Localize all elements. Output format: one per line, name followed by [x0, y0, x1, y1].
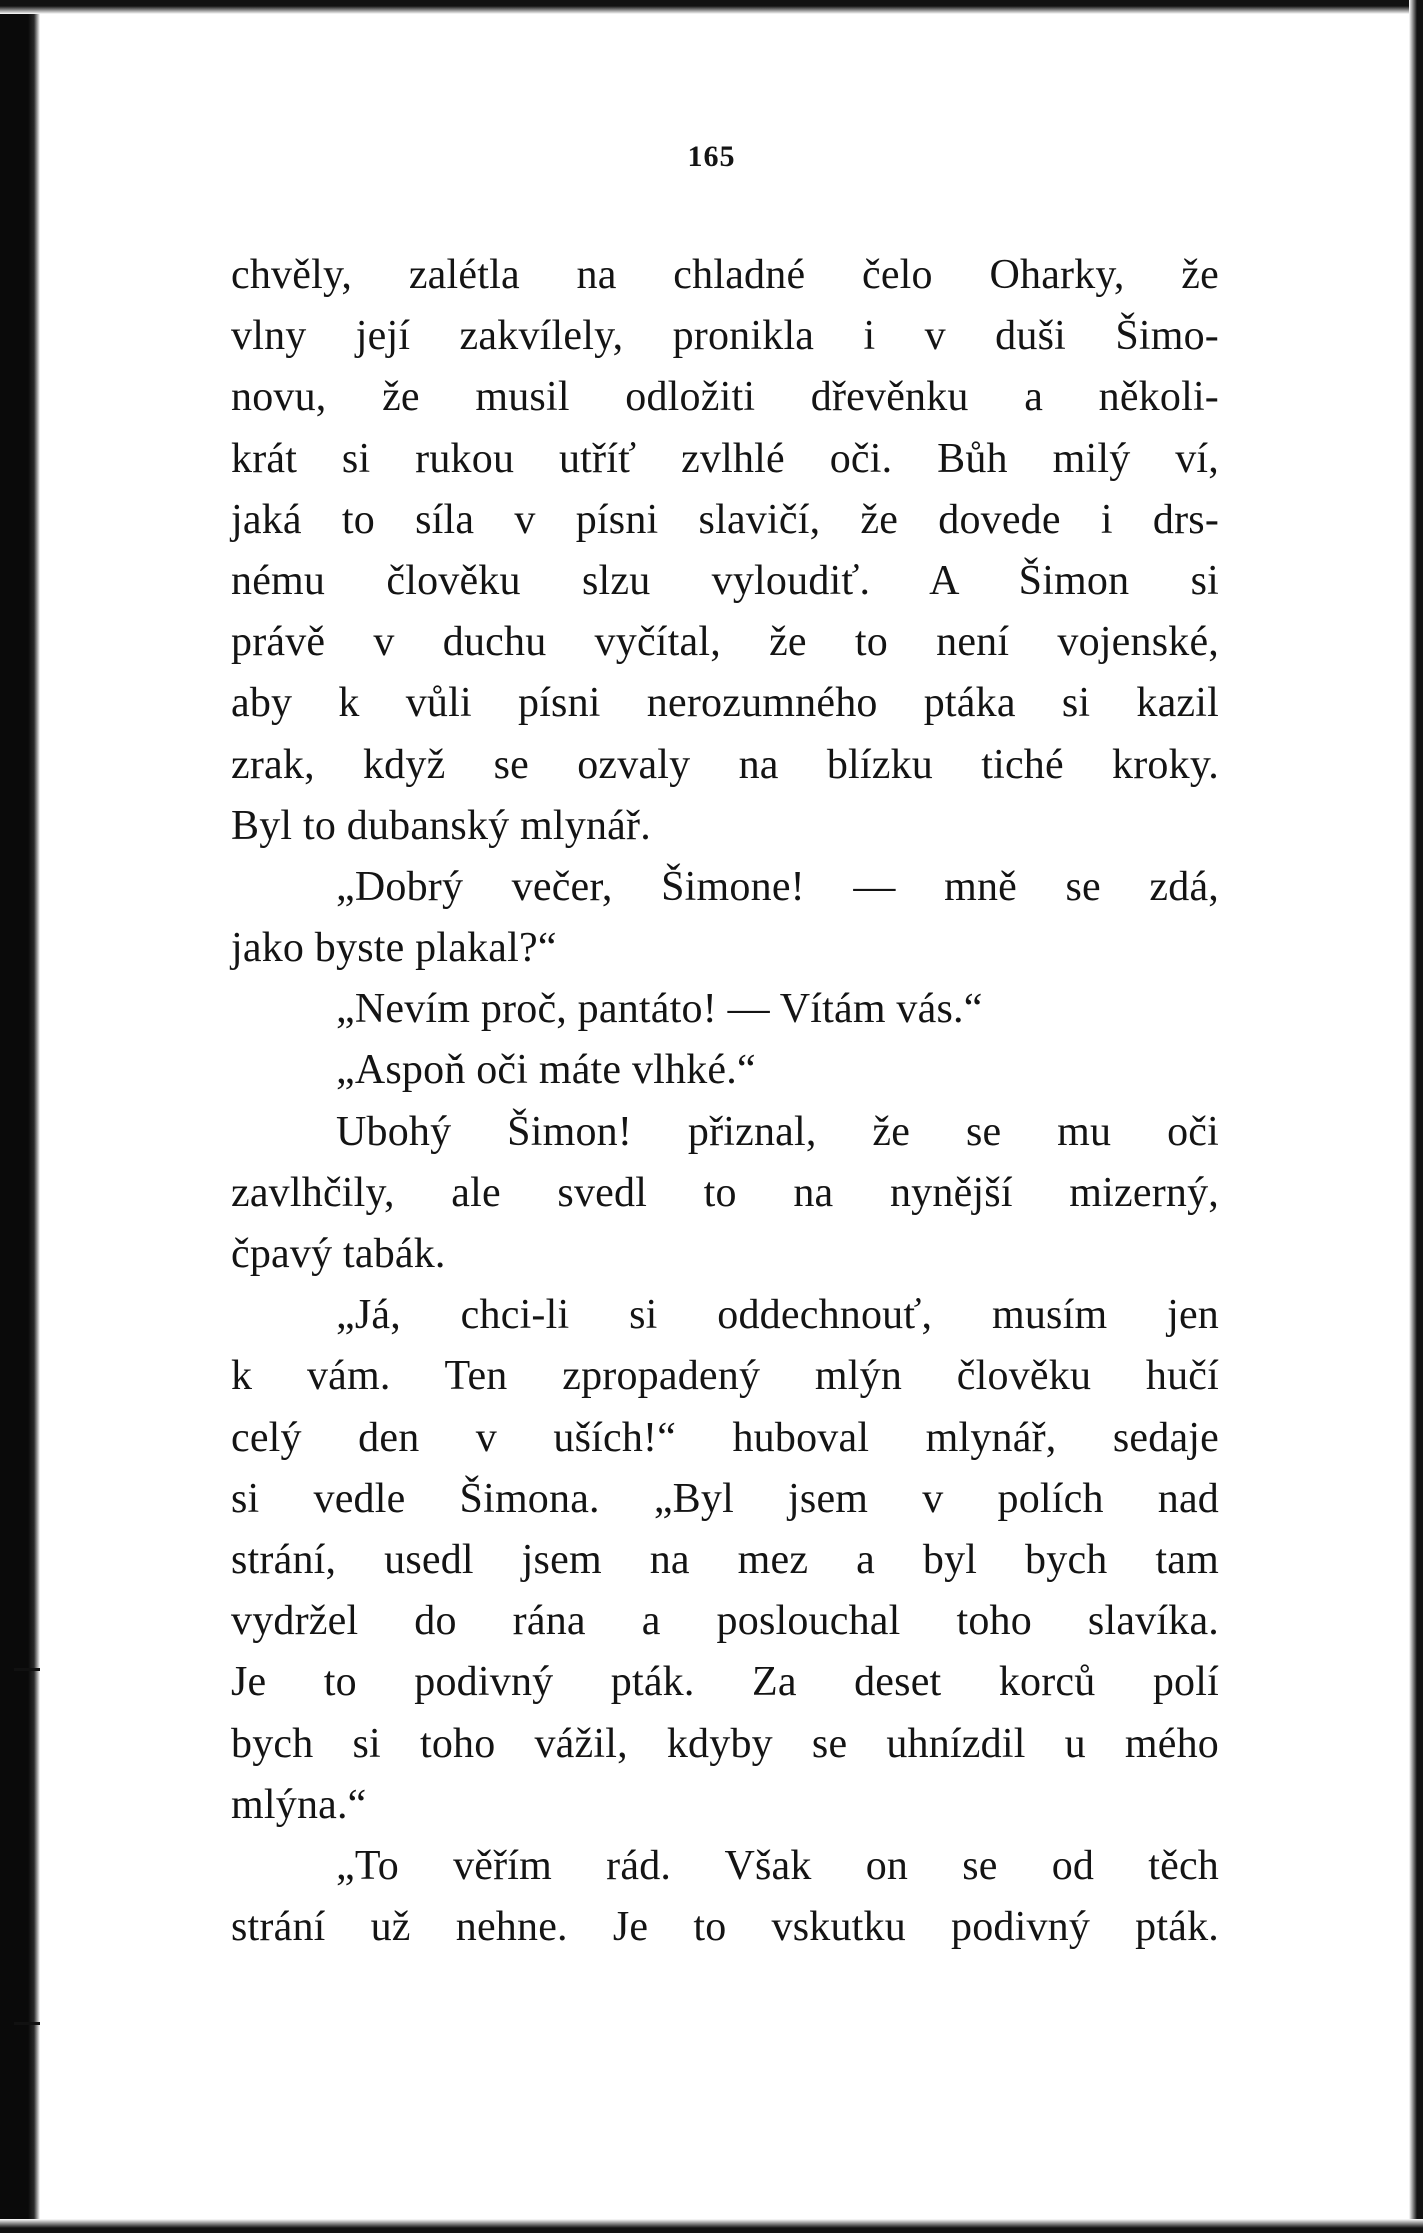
text-line: strání, usedl jsem na mez a byl bych tam — [231, 1536, 1219, 1583]
scan-edge-right — [1409, 0, 1423, 2233]
text-line: právě v duchu vyčítal, že to není vojenské, — [231, 619, 1219, 666]
text-line: „Nevím proč, pantáto! — Vítám vás.“ — [336, 986, 983, 1033]
text-line: krát si rukou utříť zvlhlé oči. Bůh milý ví, — [231, 435, 1219, 482]
text-line: celý den v uších!“ huboval mlynář, sedaje — [231, 1414, 1219, 1461]
scan-edge-left — [0, 0, 40, 2233]
text-line: „Aspoň oči máte vlhké.“ — [336, 1047, 756, 1094]
text-line: jaká to síla v písni slavičí, že dovede i drs- — [231, 496, 1219, 543]
page-number: 165 — [687, 140, 736, 173]
text-line: Je to podivný pták. Za deset korců polí — [231, 1659, 1219, 1706]
text-line: mlýna.“ — [231, 1781, 367, 1828]
text-line: novu, že musil odložiti dřevěnku a několi- — [231, 374, 1219, 421]
scan-edge-bottom — [0, 2219, 1423, 2233]
text-line: „Dobrý večer, Šimone! — mně se zdá, — [336, 863, 1219, 910]
text-line: zavlhčily, ale svedl to na nynější mizerný, — [231, 1169, 1219, 1216]
text-line: strání už nehne. Je to vskutku podivný pták. — [231, 1904, 1219, 1951]
text-line: k vám. Ten zpropadený mlýn člověku hučí — [231, 1353, 1219, 1400]
text-line: zrak, když se ozvaly na blízku tiché kroky. — [231, 741, 1219, 788]
text-line: „To věřím rád. Však on se od těch — [336, 1842, 1219, 1889]
text-line: chvěly, zalétla na chladné čelo Oharky, že — [231, 252, 1219, 298]
scan-edge-top — [0, 0, 1423, 14]
text-line: čpavý tabák. — [231, 1231, 446, 1277]
text-line: aby k vůli písni nerozumného ptáka si kazil — [231, 680, 1219, 727]
text-line: „Já, chci-li si oddechnouť, musím jen — [336, 1292, 1219, 1339]
margin-mark — [14, 1668, 40, 1671]
text-line: nému člověku slzu vyloudiť. A Šimon si — [231, 557, 1219, 604]
margin-mark — [14, 2022, 40, 2025]
text-line: vydržel do rána a poslouchal toho slavíka. — [231, 1598, 1219, 1645]
body-text — [231, 245, 1219, 1958]
text-line: Byl to dubanský mlynář. — [231, 802, 651, 849]
text-line: si vedle Šimona. „Byl jsem v polích nad — [231, 1475, 1219, 1522]
text-line: Ubohý Šimon! přiznal, že se mu oči — [336, 1108, 1219, 1155]
text-line: bych si toho vážil, kdyby se uhnízdil u mého — [231, 1720, 1219, 1767]
text-line: jako byste plakal?“ — [231, 925, 557, 972]
text-line: vlny její zakvílely, pronikla i v duši Šimo- — [231, 313, 1219, 360]
